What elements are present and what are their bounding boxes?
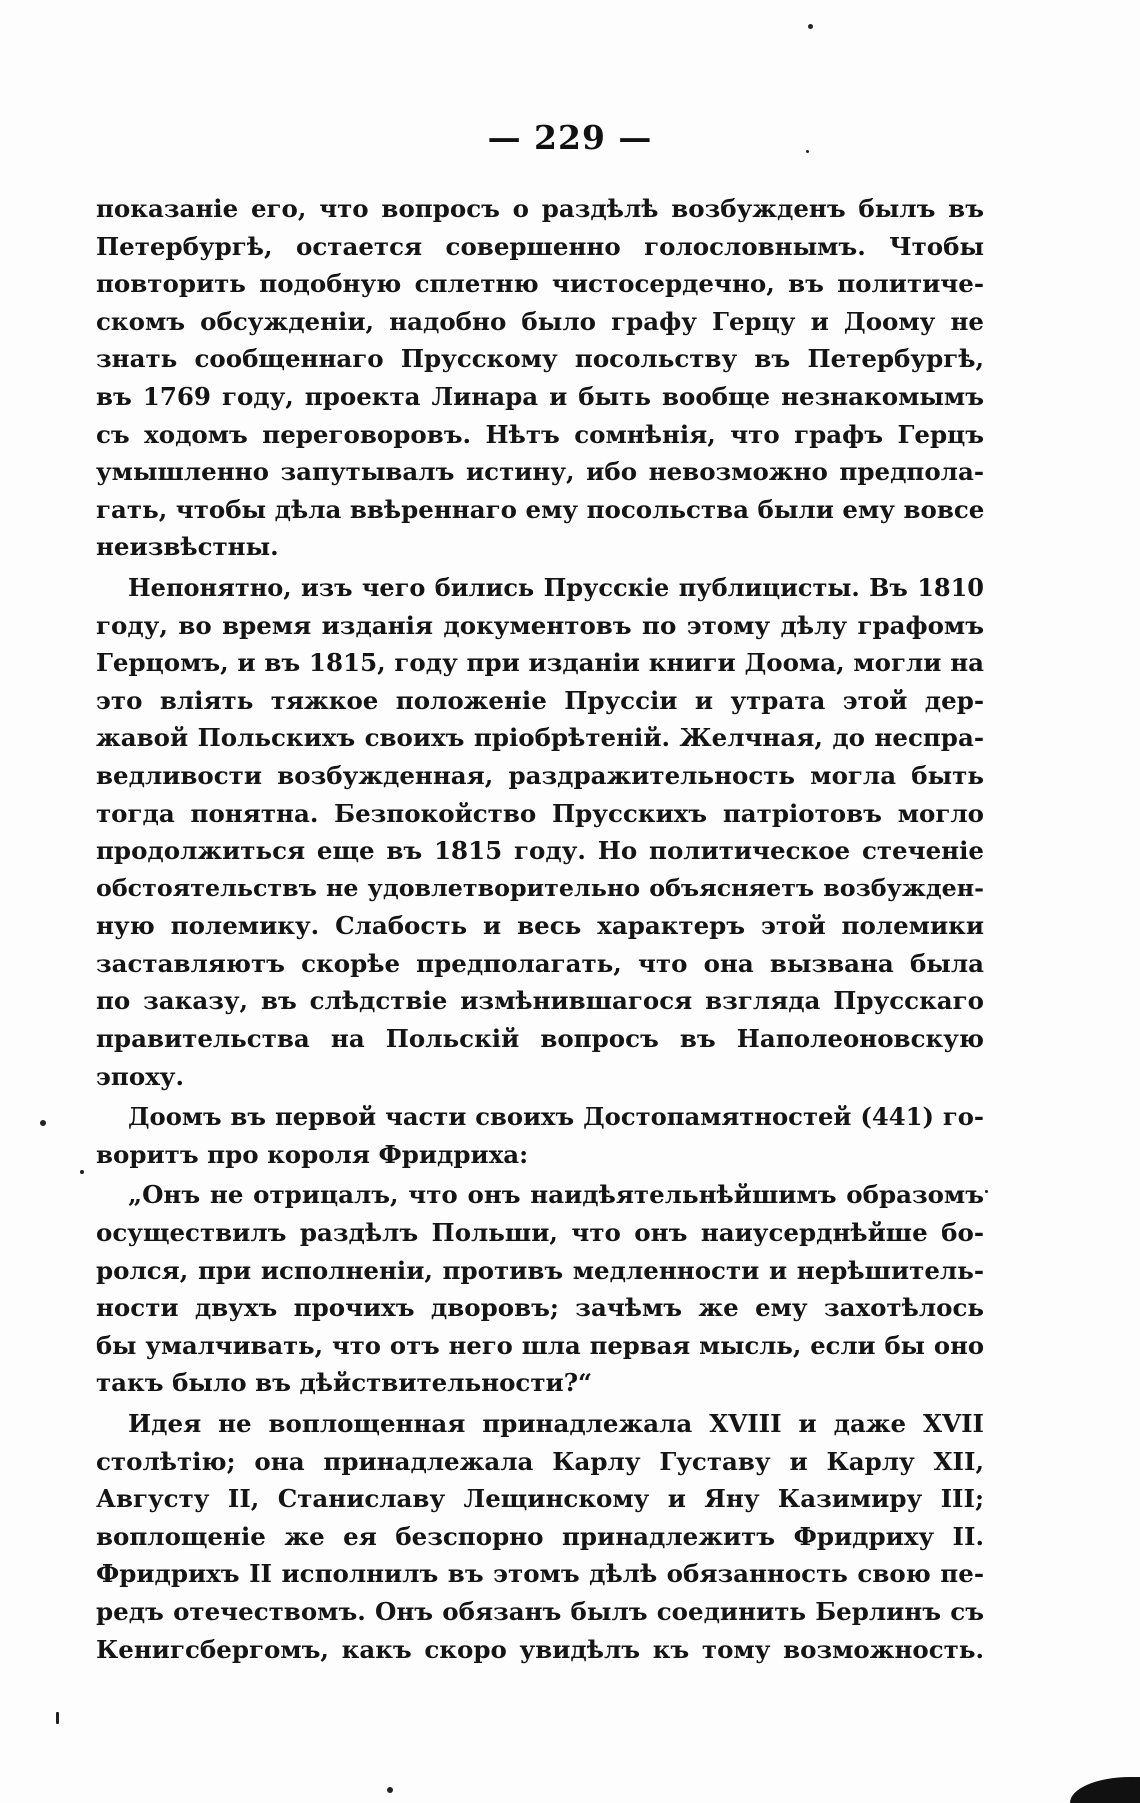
scan-speck bbox=[80, 1170, 84, 1174]
quote-line: ролся, при исполненіи, противъ медленности и нерѣшитель- bbox=[96, 1255, 984, 1285]
text-line: Непонятно, изъ чего бились Прусскіе публицисты. Въ 1810 bbox=[128, 572, 984, 602]
scan-speck bbox=[806, 150, 809, 153]
text-line: заставляютъ скорѣе предполагать, что она вызвана была bbox=[96, 948, 984, 978]
text-line: Идея не воплощенная принадлежала XVIII и даже XVII bbox=[128, 1409, 984, 1438]
quote-line: осуществилъ раздѣлъ Польши, что онъ наиусерднѣйше бо- bbox=[96, 1218, 984, 1248]
text-line: Герцомъ, и въ 1815, году при изданіи книги Доома, могли на bbox=[96, 648, 984, 678]
text-line: продолжиться еще въ 1815 году. Но политическое стеченіе bbox=[96, 836, 984, 866]
scan-speck bbox=[985, 1190, 988, 1193]
text-line: ную полемику. Слабость и весь характеръ этой полемики bbox=[96, 911, 984, 941]
text-line: тогда понятна. Безпокойство Прусскихъ патріотовъ могло bbox=[96, 798, 984, 828]
text-line: Доомъ въ первой части своихъ Достопамятностей (441) го- bbox=[128, 1102, 984, 1132]
body-text bbox=[96, 190, 984, 1668]
quote-line: бы умалчивать, что отъ него шла первая мысль, если бы оно bbox=[96, 1330, 984, 1360]
text-line: показаніе его, что вопросъ о раздѣлѣ возбужденъ былъ въ bbox=[96, 194, 984, 223]
text-line: умышленно запутывалъ истину, ибо невозможно предпола- bbox=[96, 457, 984, 487]
text-line: эпоху. bbox=[96, 1061, 185, 1091]
text-line: обстоятельствъ не удовлетворительно объясняетъ возбужден- bbox=[96, 873, 984, 902]
text-line: въ 1769 году, проекта Линара и быть вообще незнакомымъ bbox=[96, 381, 984, 411]
text-line: знать сообщеннаго Прусскому посольству въ Петербургѣ, bbox=[96, 344, 984, 374]
text-line: съ ходомъ переговоровъ. Нѣтъ сомнѣнія, что графъ Герцъ bbox=[96, 419, 984, 449]
text-line: по заказу, въ слѣдствіе измѣнившагося взгляда Прусскаго bbox=[96, 986, 984, 1016]
text-line: повторить подобную сплетню чистосердечно, въ политиче- bbox=[96, 269, 984, 299]
scan-speck bbox=[40, 1120, 46, 1126]
quote-line: „Онъ не отрицалъ, что онъ наидѣятельнѣйшимъ образомъ bbox=[128, 1180, 984, 1210]
text-line: правительства на Польскій вопросъ въ Наполеоновскую bbox=[96, 1024, 984, 1054]
text-line: редъ отечествомъ. Онъ обязанъ былъ соединить Берлинъ съ bbox=[96, 1596, 984, 1626]
scan-speck bbox=[808, 24, 813, 29]
text-line: скомъ обсужденіи, надобно было графу Герцу и Доому не bbox=[96, 306, 984, 336]
scan-smudge bbox=[1070, 1777, 1140, 1803]
text-line: это вліять тяжкое положеніе Пруссіи и утрата этой дер- bbox=[96, 685, 984, 715]
page-number: — 229 — bbox=[487, 118, 653, 157]
text-line: воплощеніе же ея безспорно принадлежитъ Фридриху II. bbox=[96, 1521, 984, 1551]
scan-speck bbox=[387, 1787, 393, 1793]
text-line: неизвѣстны. bbox=[96, 532, 279, 562]
text-line: воритъ про короля Фридриха: bbox=[96, 1139, 529, 1169]
text-line: Кенигсбергомъ, какъ скоро увидѣлъ къ тому возможность. bbox=[96, 1634, 984, 1664]
quote-line: ности двухъ прочихъ дворовъ; зачѣмъ же ему захотѣлось bbox=[96, 1293, 984, 1323]
text-line: году, во время изданія документовъ по этому дѣлу графомъ bbox=[96, 610, 984, 640]
text-line: Августу II, Станиславу Лещинскому и Яну Казимиру III; bbox=[96, 1484, 984, 1514]
text-line: столѣтію; она принадлежала Карлу Густаву и Карлу XII, bbox=[96, 1446, 984, 1476]
quote-line: такъ было въ дѣйствительности?“ bbox=[96, 1368, 593, 1398]
text-line: гать, чтобы дѣла ввѣреннаго ему посольства были ему вовсе bbox=[96, 494, 985, 524]
text-line: ведливости возбужденная, раздражительность могла быть bbox=[96, 760, 984, 790]
text-line: Петербургѣ, остается совершенно голословнымъ. Чтобы bbox=[96, 231, 984, 261]
text-line: жавой Польскихъ своихъ пріобрѣтеній. Желчная, до неспра- bbox=[96, 723, 984, 753]
scan-speck bbox=[56, 1712, 59, 1724]
text-line: Фридрихъ II исполнилъ въ этомъ дѣлѣ обязанность свою пе- bbox=[96, 1559, 984, 1589]
